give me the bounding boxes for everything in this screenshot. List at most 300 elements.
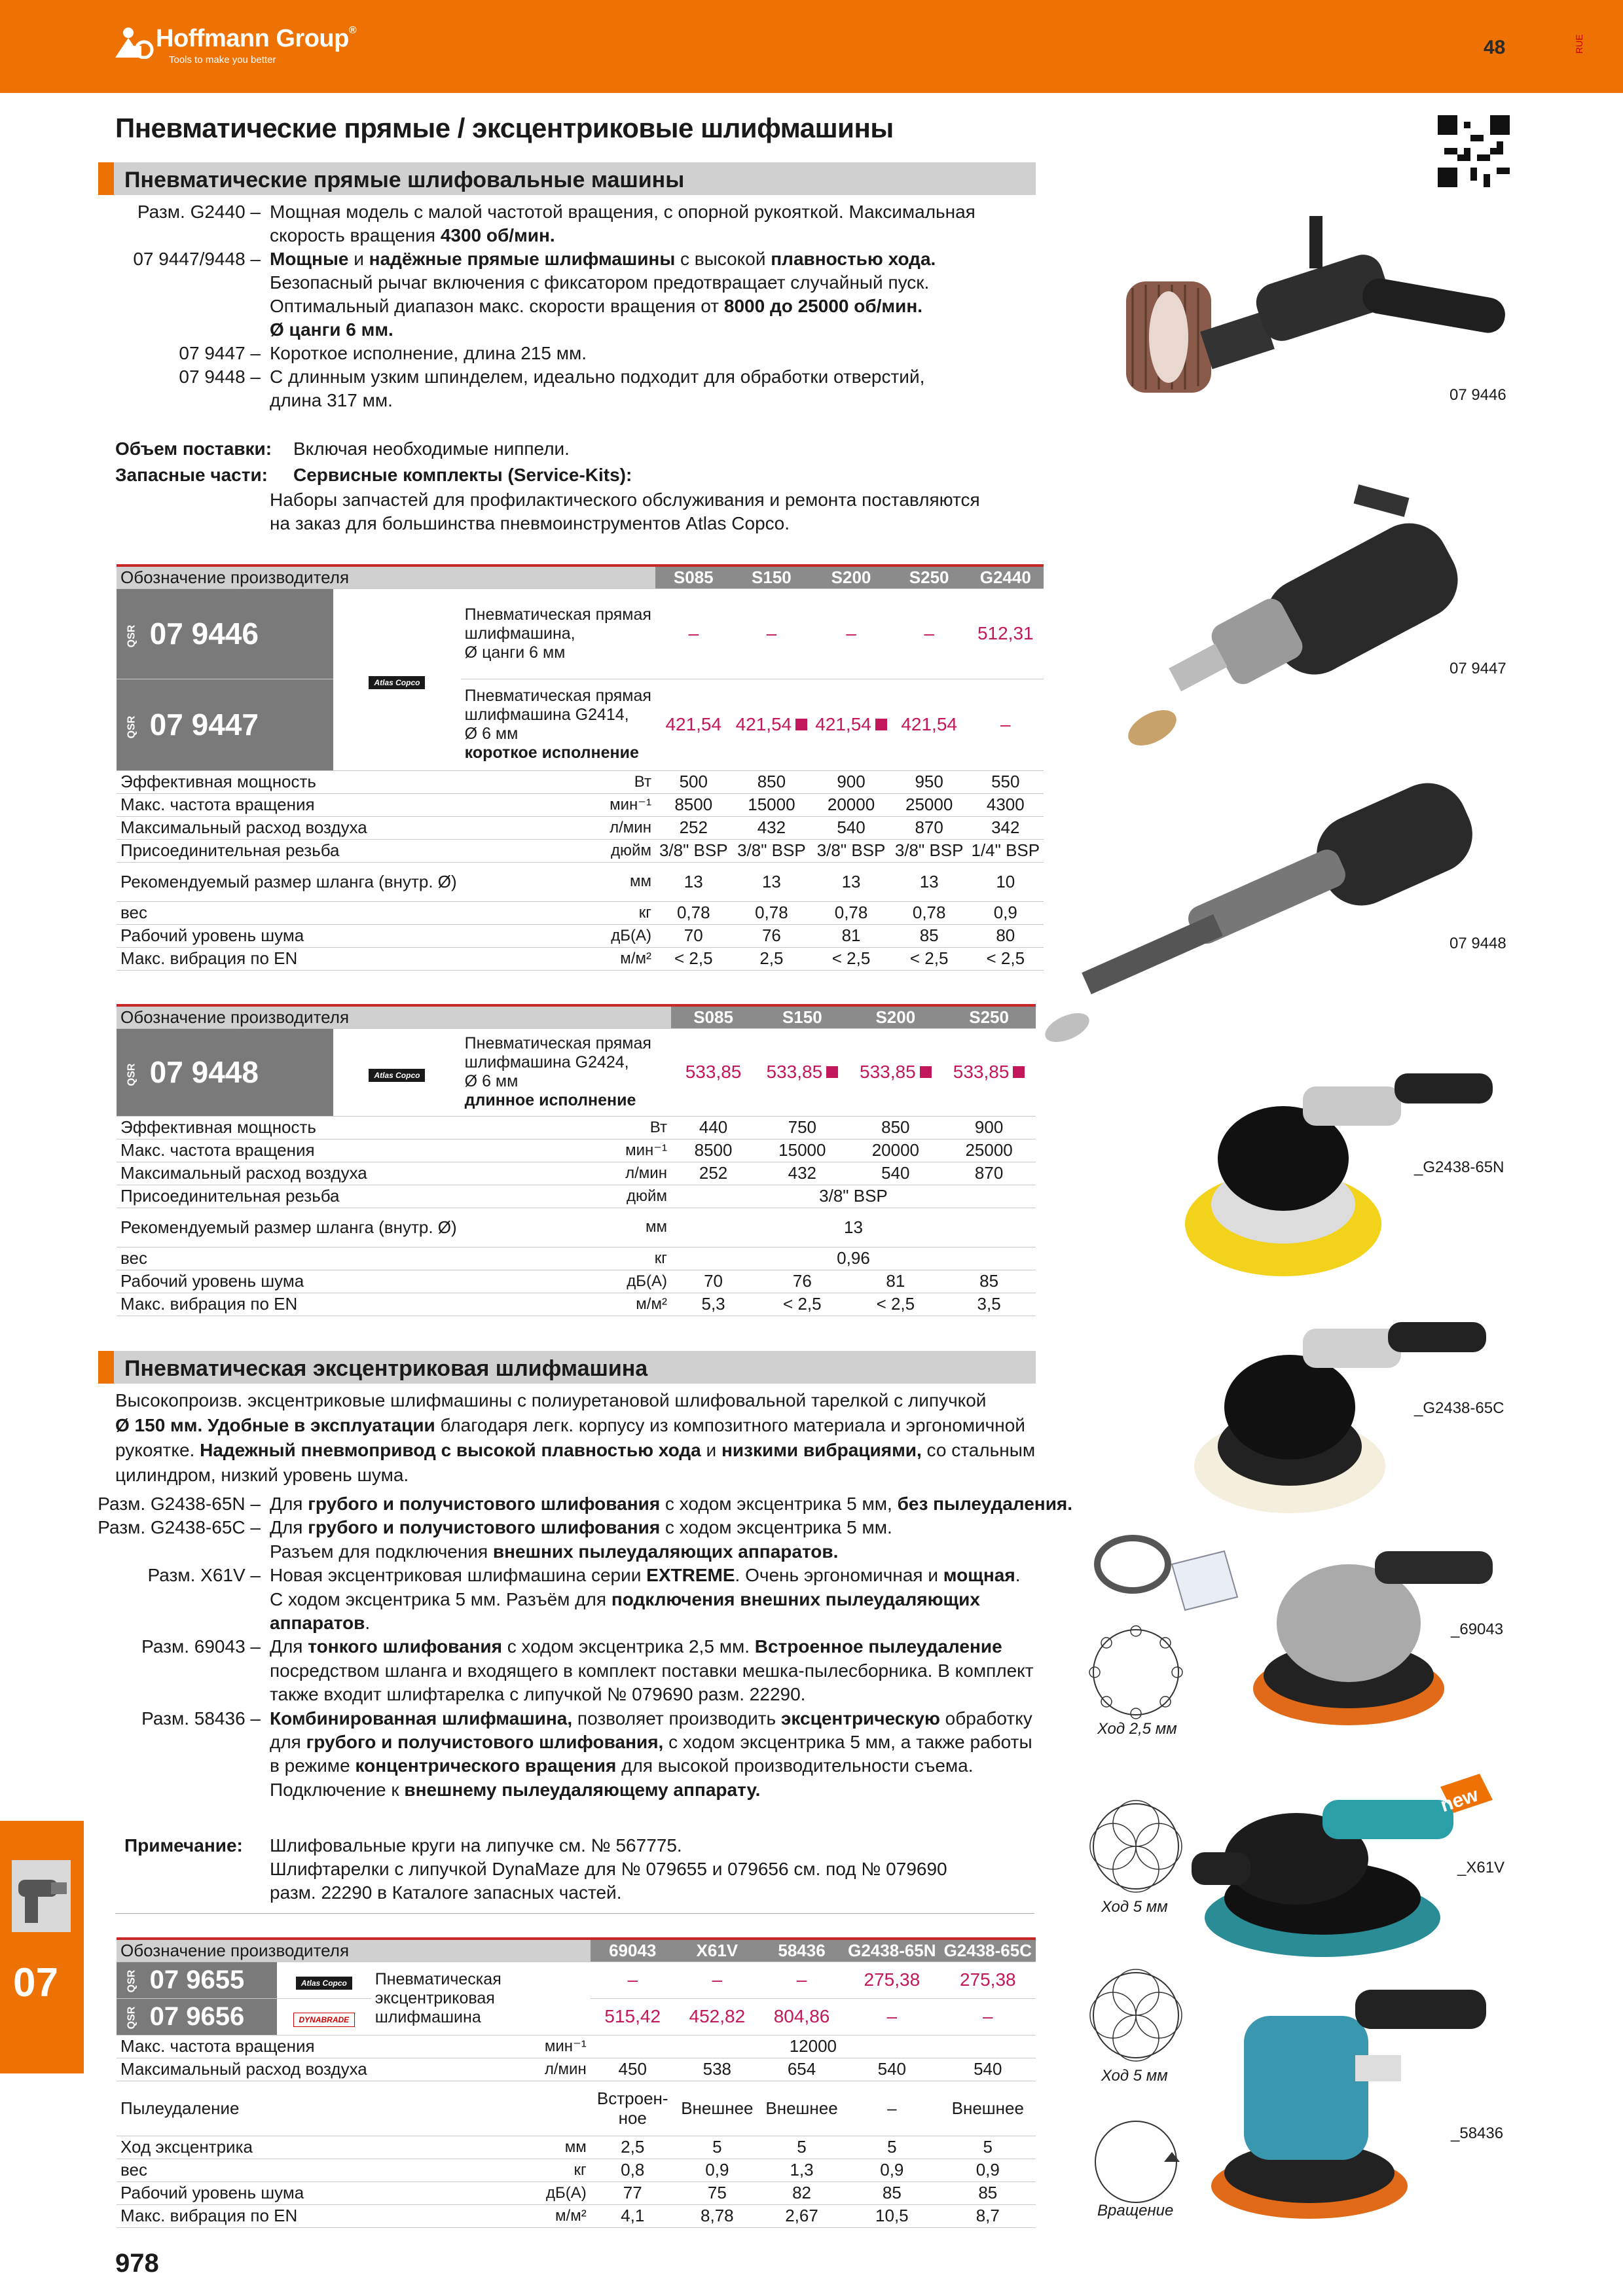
spec-value: 5,3 <box>671 1293 756 1316</box>
line-text <box>270 1611 370 1635</box>
spec-row <box>117 1247 1036 1270</box>
article-number[interactable]: QSR 07 9655 <box>117 1962 277 1998</box>
spec-value: 82 <box>759 2181 844 2204</box>
spec-unit: м/м² <box>461 1293 671 1316</box>
brand-logo-cell <box>333 1028 460 1116</box>
spec-label: Рабочий уровень шума <box>117 1270 461 1293</box>
brand-logo-cell <box>277 1962 371 1998</box>
model-label: Разм. G2438-65N – <box>98 1494 261 1514</box>
model-col: S085 <box>671 1005 756 1028</box>
spec-value: 440 <box>671 1116 756 1139</box>
price: 804,86 <box>759 1998 844 2035</box>
model-col: S085 <box>655 565 732 588</box>
spec-value: 540 <box>940 2058 1036 2081</box>
table-row <box>117 1028 1036 1116</box>
model-label: 07 9447/9448 – <box>133 249 261 269</box>
text-run: эксцентрическую <box>780 1708 940 1729</box>
spec-value: 850 <box>732 770 812 793</box>
spec-value: 5 <box>844 2136 939 2159</box>
table-row <box>117 1962 1036 1998</box>
spec-value: 76 <box>732 924 812 947</box>
spec-row <box>117 2035 1036 2058</box>
scope-text: Включая необходимые ниппели. <box>293 439 570 459</box>
spare-label: Запасные части: <box>115 465 268 485</box>
intro-line <box>115 1463 409 1487</box>
line-text <box>270 1731 1032 1754</box>
text-run: грубого и получистового шлифования <box>308 1517 661 1538</box>
spec-value: 538 <box>675 2058 759 2081</box>
price: 452,82 <box>675 1998 759 2035</box>
text-run: подключения внешних пылеудаляющих <box>611 1588 980 1609</box>
spec-unit: мм <box>461 862 655 901</box>
spec-value: 4,1 <box>591 2204 675 2227</box>
spec-value: 0,78 <box>891 901 968 924</box>
spec-value: 0,78 <box>811 901 891 924</box>
spec-value: 10,5 <box>844 2204 939 2227</box>
spec-row <box>117 2181 1036 2204</box>
spare-title: Сервисные комплекты (Service-Kits): <box>293 465 632 485</box>
text-run: посредством шланга и входящего в комплект поставки мешка-пылесборника. В комплект <box>270 1660 1034 1681</box>
line-text <box>270 1707 1032 1731</box>
orbit-pattern-icon <box>1087 1623 1185 1721</box>
motion-caption: Вращение <box>1097 2202 1174 2219</box>
article-number[interactable]: QSR 07 9448 <box>117 1028 333 1116</box>
intro-line <box>115 1439 1035 1462</box>
text-run: обработку <box>939 1708 1032 1729</box>
spec-row <box>117 2058 1036 2081</box>
line-text <box>270 318 393 342</box>
motion-caption: Ход 5 мм <box>1101 1898 1168 1916</box>
text-run: со стальным <box>921 1440 1036 1460</box>
spec-value: – <box>844 2081 939 2136</box>
spec-label: Максимальный расход воздуха <box>117 816 461 839</box>
spec-value: 85 <box>940 2181 1036 2204</box>
text-run: в режиме <box>270 1755 356 1776</box>
text-run: Высокопроизв. эксцентриковые шлифмашины с полиуретановой шлифовальной тарелкой с липучкой <box>115 1390 987 1410</box>
spec-label: Максимальный расход воздуха <box>117 1162 461 1185</box>
spec-value: < 2,5 <box>891 947 968 970</box>
text-run: рукоятке. <box>115 1440 200 1460</box>
model-col: G2438-65N <box>844 1939 939 1962</box>
spec-row <box>117 2204 1036 2227</box>
spec-row <box>117 839 1044 862</box>
spare-parts <box>115 463 632 487</box>
spec-value: 8500 <box>671 1139 756 1162</box>
spec-value: < 2,5 <box>655 947 732 970</box>
note-box <box>115 1833 1034 1914</box>
brand-slogan: Tools to make you better <box>169 54 276 65</box>
product-image-079448 <box>1041 766 1486 1073</box>
dust-bag-icon <box>1093 1525 1244 1623</box>
section-title: Пневматические прямые шлифовальные машины <box>124 168 685 192</box>
spec-row <box>117 1293 1036 1316</box>
spec-unit: м/м² <box>371 2204 591 2227</box>
spec-unit: кг <box>371 2159 591 2181</box>
text-run: . Очень эргономичная и <box>735 1565 943 1586</box>
spec-value: Встроен-ное <box>591 2081 675 2136</box>
intro-line <box>115 1414 1025 1437</box>
text-run: грубого и получистового шлифования <box>308 1494 661 1514</box>
scope-label: Объем поставки: <box>115 439 272 459</box>
spec-value: 15000 <box>756 1139 848 1162</box>
spec-row <box>117 2081 1036 2136</box>
model-label: Разм. G2440 – <box>137 202 261 222</box>
atlas-copco-logo: Atlas Copco <box>296 1977 352 1990</box>
text-run: EXTREME <box>646 1565 735 1586</box>
spec-value: 3/8" BSP <box>811 839 891 862</box>
spec-value: 3,5 <box>942 1293 1036 1316</box>
atlas-copco-logo: Atlas Copco <box>369 676 425 689</box>
spec-value: Внешнее <box>675 2081 759 2136</box>
spec-value: 540 <box>811 816 891 839</box>
spec-table-1 <box>117 564 1044 971</box>
text-run: Подключение к <box>270 1779 405 1800</box>
spec-value: 2,5 <box>732 947 812 970</box>
model-col: S250 <box>891 565 968 588</box>
line-text <box>270 1683 805 1706</box>
text-run: . <box>365 1613 371 1633</box>
language-code: RUE <box>1574 34 1584 54</box>
text-run: 8000 до 25000 об/мин. <box>723 296 923 316</box>
model-label: Разм. G2438-65C – <box>98 1517 261 1538</box>
spec-unit: л/мин <box>371 2058 591 2081</box>
price: 515,42 <box>591 1998 675 2035</box>
model-col: G2438-65C <box>940 1939 1036 1962</box>
spec-value: 8,78 <box>675 2204 759 2227</box>
spec-row <box>117 1162 1036 1185</box>
text-run: внешнему пылеудаляющему аппарату. <box>404 1779 761 1800</box>
spec-label: Присоединительная резьба <box>117 1185 461 1208</box>
line-text <box>270 1588 980 1611</box>
spec-value: 342 <box>967 816 1044 839</box>
spec-value: 750 <box>756 1116 848 1139</box>
spec-value: 80 <box>967 924 1044 947</box>
text-run: Оптимальный диапазон макс. скорости вращения от <box>270 296 724 316</box>
spec-value: 75 <box>675 2181 759 2204</box>
spec-value: 13 <box>671 1208 1036 1247</box>
table-header-label: Обозначение производителя <box>117 1939 591 1962</box>
spec-value: 76 <box>756 1270 848 1293</box>
hoffmann-logo-icon <box>115 26 155 59</box>
model-col: S150 <box>732 565 812 588</box>
spec-value: 8,7 <box>940 2204 1036 2227</box>
spec-value: 3/8" BSP <box>671 1185 1036 1208</box>
spec-row <box>117 947 1044 970</box>
model-label: Разм. 58436 – <box>141 1708 261 1729</box>
product-caption: _G2438-65N <box>1414 1158 1504 1176</box>
item-description: Пневматическая прямая шлифмашина G2414, Ø 6 мм короткое исполнение <box>461 679 655 770</box>
spec-value: 3/8" BSP <box>891 839 968 862</box>
spec-value: 77 <box>591 2181 675 2204</box>
spec-value: 5 <box>940 2136 1036 2159</box>
line-text <box>270 247 936 271</box>
spec-unit: мм <box>371 2136 591 2159</box>
spec-row <box>117 924 1044 947</box>
text-run: низкими вибрациями, <box>721 1440 922 1460</box>
spec-value: 0,9 <box>967 901 1044 924</box>
text-run: Короткое исполнение, длина 215 мм. <box>270 343 587 363</box>
section-header-straight <box>98 162 1036 195</box>
model-label: 07 9447 – <box>179 343 261 363</box>
text-run: Ø 150 мм. Удобные в эксплуатации <box>115 1415 435 1435</box>
spec-unit: дюйм <box>461 839 655 862</box>
spec-value: 654 <box>759 2058 844 2081</box>
text-run: Ø цанги 6 мм. <box>270 319 393 340</box>
spec-label: вес <box>117 1247 461 1270</box>
brand-mark: ® <box>348 25 357 36</box>
line-text <box>270 1778 760 1802</box>
model-label: Разм. X61V – <box>147 1565 261 1586</box>
price: 533,85 <box>756 1028 848 1116</box>
spec-value: 13 <box>732 862 812 901</box>
text-run: Для <box>270 1494 308 1514</box>
spec-value: 85 <box>891 924 968 947</box>
spec-value: 450 <box>591 2058 675 2081</box>
table-header-label: Обозначение производителя <box>117 1005 671 1028</box>
spec-unit: Вт <box>461 770 655 793</box>
spec-label: Рабочий уровень шума <box>117 2181 371 2204</box>
spec-value: 85 <box>844 2181 939 2204</box>
atlas-copco-logo: Atlas Copco <box>369 1069 425 1082</box>
spec-value: 540 <box>844 2058 939 2081</box>
note-line: Шлифтарелки с липучкой DynaMaze для № 079655 и 079656 см. под № 079690 <box>270 1859 947 1879</box>
spec-value: 2,5 <box>591 2136 675 2159</box>
spec-value: 900 <box>811 770 891 793</box>
brand-name: Hoffmann Group <box>156 25 349 52</box>
spec-value: 20000 <box>848 1139 942 1162</box>
spec-row <box>117 1185 1036 1208</box>
price: 421,54 <box>655 679 732 770</box>
spec-value: 950 <box>891 770 968 793</box>
brand-logo <box>115 25 356 65</box>
text-run: 4300 об/мин. <box>440 225 555 245</box>
spec-label: Макс. частота вращения <box>117 2035 371 2058</box>
spec-value: 3/8" BSP <box>655 839 732 862</box>
spec-value: 900 <box>942 1116 1036 1139</box>
text-run: Встроенное пылеудаление <box>754 1636 1002 1657</box>
scope-of-delivery <box>115 437 570 461</box>
model-col: G2440 <box>967 565 1044 588</box>
text-run: Мощные <box>270 249 349 269</box>
spec-label: Эффективная мощность <box>117 1116 461 1139</box>
text-run: с ходом эксцентрика 5 мм, а также работы <box>663 1732 1032 1752</box>
text-run: и <box>348 249 369 269</box>
spec-value: 550 <box>967 770 1044 793</box>
spec-value: < 2,5 <box>848 1293 942 1316</box>
model-col: S200 <box>848 1005 942 1028</box>
spec-unit: м/м² <box>461 947 655 970</box>
text-run: длина 317 мм. <box>270 390 393 410</box>
pneumatic-tool-icon <box>12 1860 71 1932</box>
spec-row <box>117 793 1044 816</box>
spec-value: 432 <box>756 1162 848 1185</box>
spec-value: 500 <box>655 770 732 793</box>
price: – <box>655 588 732 679</box>
spec-value: 4300 <box>967 793 1044 816</box>
spec-value: 850 <box>848 1116 942 1139</box>
price: 421,54 <box>891 679 968 770</box>
spec-unit: л/мин <box>461 1162 671 1185</box>
text-run: грубого и получистового шлифования, <box>306 1732 664 1752</box>
product-image-58436 <box>1205 1977 1506 2225</box>
article-number[interactable]: QSR 07 9656 <box>117 1998 277 2035</box>
spec-value: 870 <box>891 816 968 839</box>
price: 421,54 <box>732 679 812 770</box>
text-run: также входит шлифтарелка с липучкой № 079690 разм. 22290. <box>270 1684 806 1705</box>
text-run: Комбинированная шлифмашина, <box>270 1708 573 1729</box>
text-run: цилиндром, низкий уровень шума. <box>115 1465 409 1485</box>
item-description: Пневматическая прямая шлифмашина, Ø цанги 6 мм <box>461 588 655 679</box>
qr-code-icon[interactable] <box>1438 115 1510 187</box>
spec-value: 5 <box>675 2136 759 2159</box>
text-run: Новая эксцентриковая шлифмашина серии <box>270 1565 647 1586</box>
note-line: разм. 22290 в Каталоге запасных частей. <box>270 1882 622 1903</box>
price: 533,85 <box>942 1028 1036 1116</box>
model-label: Разм. 69043 – <box>141 1636 261 1657</box>
product-caption: _X61V <box>1457 1859 1505 1876</box>
price: 275,38 <box>844 1962 939 1998</box>
note-line: Шлифовальные круги на липучке см. № 567775. <box>270 1835 682 1856</box>
spec-label: Ход эксцентрика <box>117 2136 371 2159</box>
spec-value: 2,67 <box>759 2204 844 2227</box>
text-run: С ходом эксцентрика 5 мм. Разъём для <box>270 1588 611 1609</box>
spec-value: 540 <box>848 1162 942 1185</box>
spec-row <box>117 770 1044 793</box>
spec-row <box>117 1270 1036 1293</box>
text-run: С длинным узким шпинделем, идеально подходит для обработки отверстий, <box>270 367 925 387</box>
price: – <box>759 1962 844 1998</box>
spec-value: 8500 <box>655 793 732 816</box>
text-run: надёжные прямые шлифмашины <box>369 249 676 269</box>
stock-marker-icon <box>795 719 807 730</box>
stock-marker-icon <box>826 1066 838 1078</box>
spec-value: 85 <box>942 1270 1036 1293</box>
dynabrade-logo: DYNABRADE <box>293 2013 356 2027</box>
spec-label: Рекомендуемый размер шланга (внутр. Ø) <box>117 1208 461 1247</box>
spec-value: Внешнее <box>940 2081 1036 2136</box>
line-text <box>270 1635 1002 1659</box>
line-text <box>270 1516 892 1539</box>
spec-value: 0,8 <box>591 2159 675 2181</box>
spec-label: Макс. вибрация по EN <box>117 2204 371 2227</box>
text-run: внешних пылеудаляющих аппаратов. <box>492 1541 839 1562</box>
spec-label: Рабочий уровень шума <box>117 924 461 947</box>
motion-caption: Ход 5 мм <box>1101 2067 1168 2085</box>
spec-label: Макс. вибрация по EN <box>117 947 461 970</box>
line-text <box>270 200 976 224</box>
spec-value: 0,9 <box>844 2159 939 2181</box>
new-badge: new <box>1438 1784 1481 1817</box>
brand-logo-cell <box>333 588 460 770</box>
spec-value: 0,9 <box>675 2159 759 2181</box>
spec-value: 0,78 <box>655 901 732 924</box>
spec-unit: л/мин <box>461 816 655 839</box>
product-caption: 07 9447 <box>1450 660 1506 677</box>
price: – <box>732 588 812 679</box>
spare-text-1: Наборы запчастей для профилактического обслуживания и ремонта поставляются <box>270 490 980 510</box>
spec-value: 81 <box>848 1270 942 1293</box>
text-run: без пылеудаления. <box>897 1494 1073 1514</box>
item-description: Пневматическая прямая шлифмашина G2424, Ø 6 мм длинное исполнение <box>461 1028 671 1116</box>
section-header-eccentric <box>98 1351 1036 1384</box>
chapter-number: 07 <box>13 1960 58 2005</box>
spec-unit: мин⁻¹ <box>371 2035 591 2058</box>
price: – <box>675 1962 759 1998</box>
chapter-tab[interactable] <box>0 1821 84 2073</box>
text-run: Мощная модель с малой частотой вращения, с опорной рукояткой. Максимальная <box>270 202 976 222</box>
article-number[interactable]: QSR 07 9447 <box>117 679 333 770</box>
motion-caption: Ход 2,5 мм <box>1097 1720 1177 1738</box>
text-run: концентрического вращения <box>355 1755 617 1776</box>
spec-value: < 2,5 <box>811 947 891 970</box>
text-run: с ходом эксцентрика 5 мм. <box>660 1517 892 1538</box>
spec-table-3 <box>117 1937 1036 2228</box>
line-text <box>270 1659 1034 1683</box>
spec-unit: кг <box>461 901 655 924</box>
spec-row <box>117 862 1044 901</box>
spec-value: < 2,5 <box>967 947 1044 970</box>
spec-value: 20000 <box>811 793 891 816</box>
article-number[interactable]: QSR 07 9446 <box>117 588 333 679</box>
spec-value: 15000 <box>732 793 812 816</box>
brand-logo-cell <box>277 1998 371 2035</box>
line-text <box>270 365 924 389</box>
spec-value: 13 <box>655 862 732 901</box>
text-run: для высокой производительности съема. <box>616 1755 974 1776</box>
price: 421,54 <box>811 679 891 770</box>
price: – <box>591 1962 675 1998</box>
price: 533,85 <box>671 1028 756 1116</box>
product-caption: 07 9446 <box>1450 386 1506 404</box>
spec-label: Присоединительная резьба <box>117 839 461 862</box>
price: – <box>891 588 968 679</box>
spec-label: Максимальный расход воздуха <box>117 2058 371 2081</box>
text-run: благодаря легк. корпусу из композитного материала и эргономичной <box>435 1415 1025 1435</box>
spec-row <box>117 1116 1036 1139</box>
spec-unit: дБ(А) <box>461 1270 671 1293</box>
model-col: X61V <box>675 1939 759 1962</box>
spec-label: вес <box>117 901 461 924</box>
line-text <box>270 295 922 318</box>
spec-value: 25000 <box>891 793 968 816</box>
spec-value: 12000 <box>591 2035 1036 2058</box>
spec-value: 5 <box>759 2136 844 2159</box>
spec-value: Внешнее <box>759 2081 844 2136</box>
text-run: Для <box>270 1517 308 1538</box>
line-text <box>270 1754 974 1778</box>
spec-unit <box>371 2081 591 2136</box>
spec-value: 1,3 <box>759 2159 844 2181</box>
line-text <box>270 1564 1020 1587</box>
spec-label: Пылеудаление <box>117 2081 371 2136</box>
spec-value: 70 <box>655 924 732 947</box>
text-run: Для <box>270 1636 308 1657</box>
spec-row <box>117 1208 1036 1247</box>
price: – <box>811 588 891 679</box>
stock-marker-icon <box>875 719 887 730</box>
spec-unit: мин⁻¹ <box>461 1139 671 1162</box>
spec-unit: кг <box>461 1247 671 1270</box>
spec-unit: дюйм <box>461 1185 671 1208</box>
spec-unit: дБ(А) <box>371 2181 591 2204</box>
page-title: Пневматические прямые / эксцентриковые шлифмашины <box>115 113 894 143</box>
spec-label: вес <box>117 2159 371 2181</box>
price: 512,31 <box>967 588 1044 679</box>
section-title: Пневматическая эксцентриковая шлифмашина <box>124 1356 648 1381</box>
text-run: с ходом эксцентрика 5 мм, <box>660 1494 898 1514</box>
line-text <box>270 389 393 412</box>
text-run: Безопасный рычаг включения с фиксатором предотвращает случайный пуск. <box>270 272 930 293</box>
